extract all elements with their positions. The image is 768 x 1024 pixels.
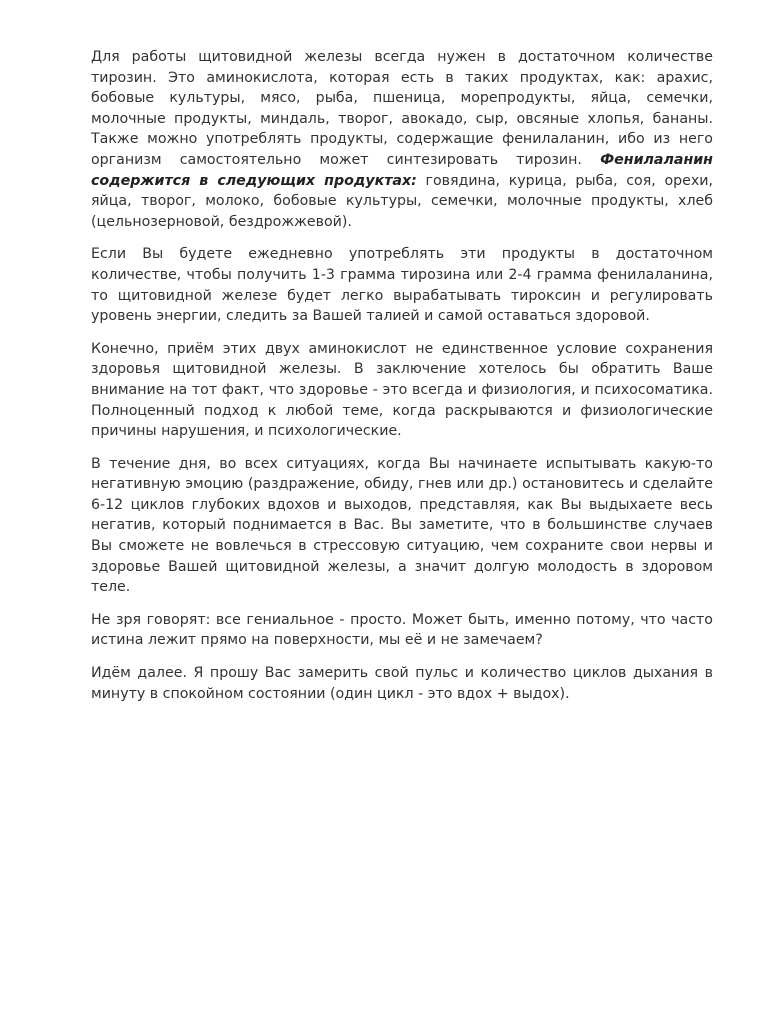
paragraph-tyrosine-foods: говядина, курица, рыба, соя, орехи, яйца, творог, молоко, бобовые культуры, семечки, молочные продукты, хлеб (цельнозерновой, бездрожжевой).	[91, 172, 713, 230]
paragraph-tyrosine	[91, 47, 713, 232]
paragraph-daily-intake: Если Вы будете ежедневно употреблять эти продукты в достаточном количестве, чтобы получить 1-3 грамма тирозина или 2-4 грамма фенилаланина, то щитовидной железе будет легко вырабатывать тироксин и регулировать уровень энергии, следить за Вашей талией и самой оставаться здоровой.	[91, 246, 713, 325]
document-page	[91, 47, 713, 716]
paragraph-breathing: В течение дня, во всех ситуациях, когда Вы начинаете испытывать какую-то негативную эмоцию (раздражение, обиду, гнев или др.) остановитесь и сделайте 6-12 циклов глубоких вдохов и выходов, представляя, как Вы выдыхаете весь негатив, который поднимается в Вас. Вы заметите, что в большинстве случаев Вы сможете не вовлечься в стрессовую ситуацию, чем сохраните свои нервы и здоровье Вашей щитовидной железы, а значит долгую молодость в здоровом теле.	[91, 455, 713, 596]
paragraph-tyrosine-text: Для работы щитовидной железы всегда нужен в достаточном количестве тирозин. Это аминокислота, которая есть в таких продуктах, как: арахис, бобовые культуры, мясо, рыба, пшеница, морепродукты, яйца, семечки, молочные продукты, миндаль, творог, авокадо, сыр, овсяные хлопья, бананы. Также можно употреблять продукты, содержащие фенилаланин, ибо из него организм самостоятельно может синтезировать тирозин.	[91, 49, 713, 168]
paragraph-simple-truth: Не зря говорят: все гениальное - просто. Может быть, именно потому, что часто истина лежит прямо на поверхности, мы её и не замечаем?	[91, 611, 713, 649]
paragraph-psychosomatics: Конечно, приём этих двух аминокислот не единственное условие сохранения здоровья щитовидной железы. В заключение хотелось бы обратить Ваше внимание на тот факт, что здоровье - это всегда и физиология, и психосоматика. Полноценный подход к любой теме, когда раскрываются и физиологические причины нарушения, и психологические.	[91, 340, 713, 440]
phenylalanine-emphasis: Фенилаланин содержится в следующих продуктах:	[91, 151, 713, 189]
paragraph-pulse: Идём далее. Я прошу Вас замерить свой пульс и количество циклов дыхания в минуту в спокойном состоянии (один цикл - это вдох + выдох).	[91, 665, 713, 702]
